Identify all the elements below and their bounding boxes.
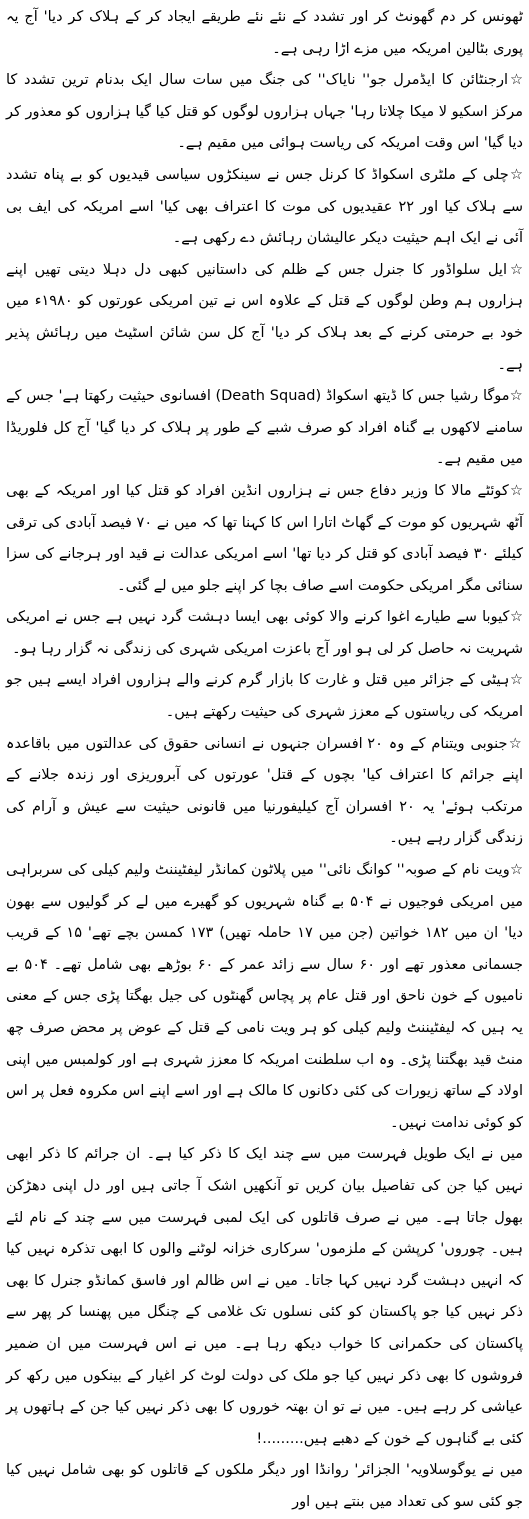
paragraph-chile-colonel: ☆چلی کے ملٹری اسکواڈ کا کرنل جس نے سینکڑوں سیاسی قیدیوں کو بے پناہ تشدد سے ہلاک کیا اور ۲۲ عقیدیوں کی موت کا اعتراف بھی کیا' اسے امریکہ کی ایف بی آئی نے ایک اہم حیثیت دیکر عالیشان رہائش دے رکھی ہے۔ — [6, 166, 523, 247]
paragraph-author-conclusion: میں نے ایک طویل فہرست میں سے چند ایک کا ذکر کیا ہے۔ ان جرائم کا ذکر ابھی نہیں کیا جن کی تفاصیل بیان کریں تو آنکھیں اشک آ جاتی ہیں اور دل اپنی دھڑکن بھول جاتا ہے۔ میں نے صرف قاتلوں کی ایک لمبی فہرست میں سے چند کے نام لئے ہیں۔ چوروں' کرپشن کے ملزموں' سرکاری خزانہ لوٹنے والوں کا ابھی تذکرہ نہیں کیا کہ انہیں دہشت گرد نہیں کہا جاتا۔ میں نے اس ظالم اور فاسق کمانڈو جنرل کا بھی ذکر نہیں کیا جو پاکستان کو کئی نسلوں تک غلامی کے چنگل میں پھنسا کر پھر سے پاکستان کی حکمرانی کا خواب دیکھ رہا ہے۔ میں نے اس فہرست میں ان ضمیر فروشوں کا بھی ذکر نہیں کیا جو ملک کی دولت لوٹ کر اغیار کے بینکوں میں رکھ کر عیاشی کر رہے ہیں۔ میں نے تو ان بھتہ خوروں کا بھی ذکر نہیں کیا جن کے ہاتھوں پر کئی بے گناہوں کے خون کے دھبے ہیں.........! — [6, 1146, 523, 1447]
paragraph-haiti: ☆ہیٹی کے جزائر میں قتل و غارت کا بازار گرم کرنے والے ہزاروں افراد ایسے ہیں جو امریکہ کی ریاستوں کے معزز شہری کی حیثیت رکھتے ہیں۔ — [6, 672, 523, 721]
paragraph-cuba-hijackers: ☆کیوبا سے طیارے اغوا کرنے والا کوئی بھی ایسا دہشت گرد نہیں ہے جس نے امریکی شہریت نہ حاصل کر لی ہو اور آج باعزت امریکی شہری کی زندگی نہ گزار رہا ہو۔ — [6, 609, 523, 657]
paragraph-argentina-admiral: ☆ارجنٹائن کا ایڈمرل جو'' نایاک'' کی جنگ میں سات سال ایک بدنام ترین تشدد کا مرکز اسکیو لا میکا چلاتا رہا' جہاں ہزاروں لوگوں کو قتل کیا گیا ہزاروں کو معذور کر دیا گیا' اس وقت امریکہ کی ریاست ہوائی میں مقیم ہے۔ — [6, 72, 523, 152]
paragraph-intro-continued: ٹھونس کر دم گھونٹ کر اور تشدد کے نئے نئے طریقے ایجاد کر کے ہلاک کر دیا' آج یہ پوری بٹالین امریکہ میں مزے اڑا رہی ہے۔ — [6, 9, 523, 57]
article-page — [6, 2, 524, 1510]
paragraph-south-vietnam-officers: ☆جنوبی ویتنام کے وہ ۲۰ افسران جنہوں نے انسانی حقوق کی عدالتوں میں باقاعدہ اپنے جرائم کا اعتراف کیا' بچوں کے قتل' عورتوں کی آبروریزی اور زندہ جلانے کے مرتکب ہوئے' یہ ۲۰ افسران آج کیلیفورنیا میں قانونی حیثیت سے عیش و آرام کی زندگی گزار رہے ہیں۔ — [6, 735, 524, 847]
paragraph-el-salvador-general: ☆ایل سلواڈور کا جنرل جس کے ظلم کی داستانیں کبھی دل دہلا دیتی تھیں اپنے ہزاروں ہم وطن لوگوں کے قتل کے علاوہ اس نے تین امریکی عورتوں کو ۱۹۸۰ء میں خود بے حرمتی کرنے کے بعد ہلاک کر دیا' آج کل سن شائن اسٹیٹ میں رہائش پذیر ہے۔ — [6, 261, 523, 373]
paragraph-death-squad: ☆موگا رشیا جس کا ڈیتھ اسکواڈ (Death Squad) افسانوی حیثیت رکھتا ہے' جس کے سامنے لاکھوں بے گناہ افراد کو صرف شبے کے طور پر ہلاک کر دیا گیا' آج کل فلوریڈا میں مقیم ہے۔ — [6, 388, 523, 468]
paragraph-quang-ngai: ☆ویت نام کے صوبہ'' کوانگ نائی'' میں پلاٹون کمانڈر لیفٹیننٹ ولیم کیلی کی سربراہی میں امریکی فوجیوں نے ۵۰۴ بے گناہ شہریوں کو گھیرے میں لے کر گولیوں سے بھون دیا' ان میں ۱۸۲ خواتین (جن میں ۱۷ حاملہ تھیں) ۱۷۳ کمسن بچے تھے' ۱۵ کے قریب جسمانی معذور تھے اور ۶۰ سال سے زائد عمر کے ۶۰ بوڑھے بھی شامل تھے۔ ۵۰۴ بے نامیوں کے خون ناحق اور قتل عام پر پچاس گھنٹوں کی جیل بھگتا پڑی جس کے معنی یہ ہیں کہ لیفٹیننٹ ولیم کیلی کو ہر ویت نامی کے قتل کے عوض پر محض صرف چھ منٹ قید بھگتنا پڑی۔ وہ اب سلطنت امریکہ کا معزز شہری ہے اور کولمبس میں اپنی اولاد کے ساتھ زیورات کی کئی دکانوں کا مالک ہے اور اسے اپنے اس مکروہ فعل پر اس کو کوئی ندامت نہیں۔ — [6, 862, 523, 1131]
paragraph-final-truncated: میں نے یوگوسلاویہ' الجزائر' روانڈا اور دیگر ملکوں کے قاتلوں کو بھی شامل نہیں کیا جو کئی سو کی تعداد میں بنتے ہیں اور — [6, 1462, 523, 1510]
paragraph-guatemala-minister: ☆کوئٹے مالا کا وزیر دفاع جس نے ہزاروں انڈین افراد کو قتل کیا اور امریکہ کے بھی آٹھ شہریوں کو موت کے گھاٹ اتارا اس کا کہنا تھا کہ میں نے ۷۰ فیصد آبادی کی ترقی کیلئے ۳۰ فیصد آبادی کو قتل کر دیا تھا' اسے امریکی عدالت نے قید اور ہرجانے کی سزا سنائی مگر امریکی حکومت اسے صاف بچا کر اپنے جلو میں لے گئی۔ — [6, 482, 523, 594]
